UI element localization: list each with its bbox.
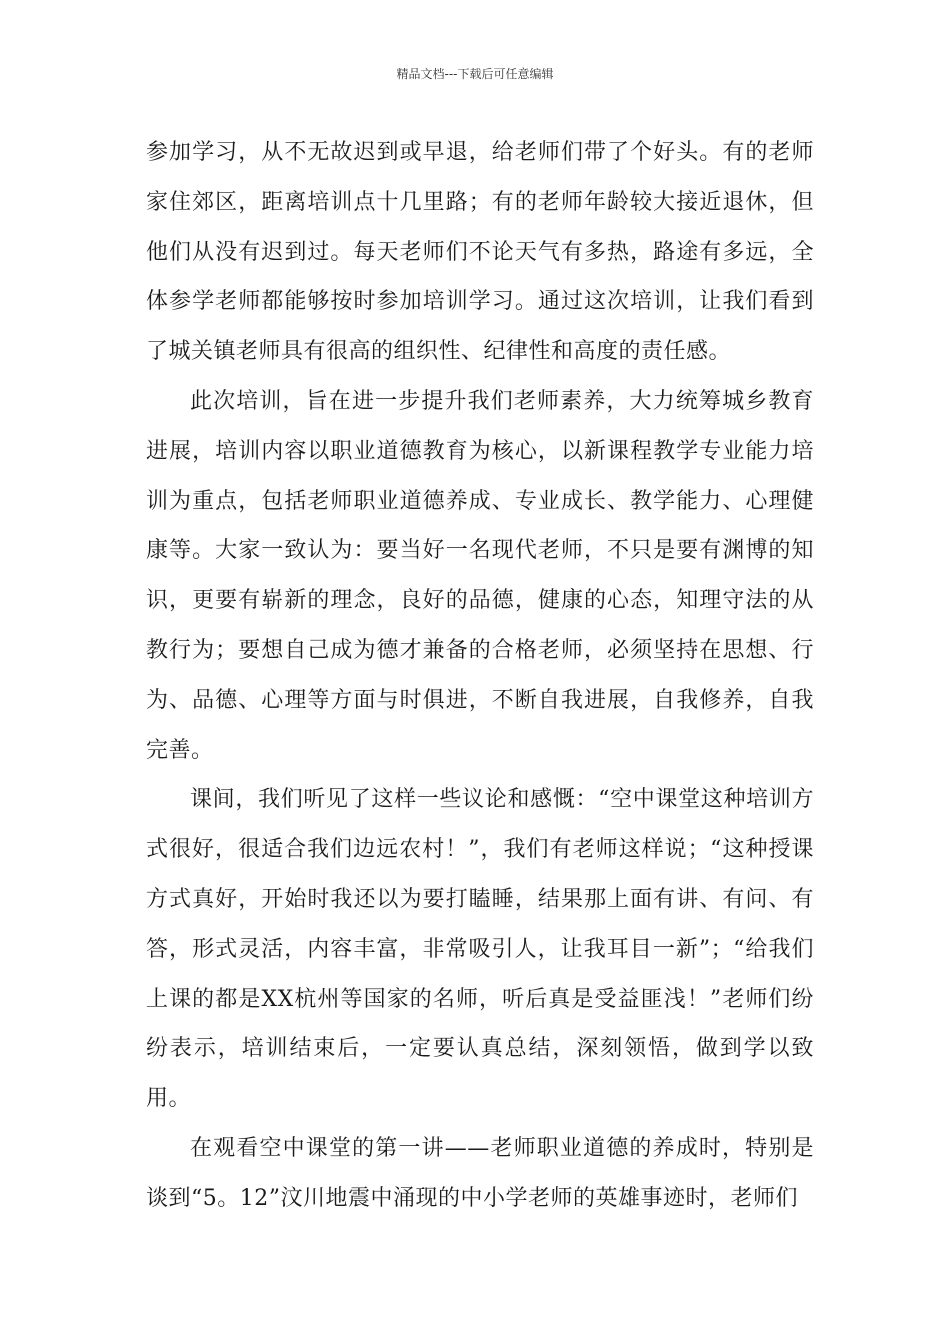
paragraph-continuation: 参加学习，从不无故迟到或早退，给老师们带了个好头。有的老师家住郊区，距离培训点十几里路；有的老师年龄较大接近退休，但他们从没有迟到过。每天老师们不论天气有多热，路途有多远，全体参学老师都能够按时参加培训学习。通过这次培训，让我们看到了城关镇老师具有很高的组织性、纪律性和高度的责任感。 [146,140,814,365]
document-body [146,128,814,1224]
paragraph-first-lecture: 在观看空中课堂的第一讲——老师职业道德的养成时，特别是谈到“5。12”汶川地震中涌现的中小学老师的英雄事迹时，老师们 [146,1135,814,1211]
paragraph-break-comments: 课间，我们听见了这样一些议论和感慨：“空中课堂这种培训方式很好，很适合我们边远农村！”，我们有老师这样说；“这种授课方式真好，开始时我还以为要打瞌睡，结果那上面有讲、有问、有答，形式灵活，内容丰富，非常吸引人，让我耳目一新”；“给我们上课的都是XX杭州等国家的名师，听后真是受益匪浅！”老师们纷纷表示，培训结束后，一定要认真总结，深刻领悟，做到学以致用。 [146,787,814,1112]
page-header: 精品文档---下载后可任意编辑 [396,67,554,81]
paragraph-training-purpose: 此次培训，旨在进一步提升我们老师素养，大力统筹城乡教育进展，培训内容以职业道德教育为核心，以新课程教学专业能力培训为重点，包括老师职业道德养成、专业成长、教学能力、心理健康等。大家一致认为：要当好一名现代老师，不只是要有渊博的知识，更要有崭新的理念，良好的品德，健康的心态，知理守法的从教行为；要想自己成为德才兼备的合格老师，必须坚持在思想、行为、品德、心理等方面与时俱进，不断自我进展，自我修养，自我完善。 [146,388,814,763]
